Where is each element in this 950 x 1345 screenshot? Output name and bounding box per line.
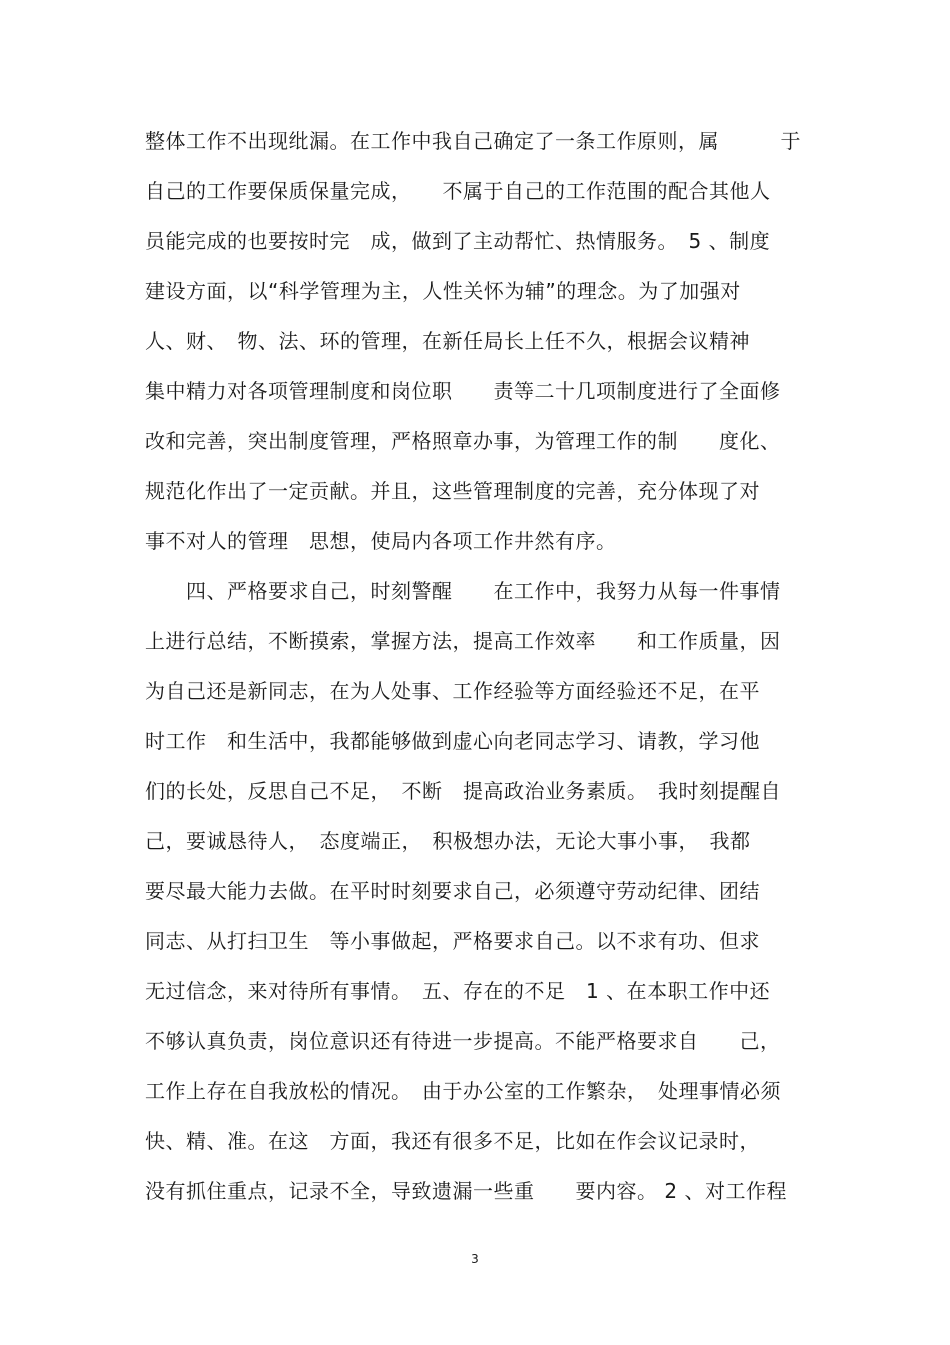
text-line: 们的长处，反思自己不足， 不断 提高政治业务素质。 我时刻提醒自: [145, 779, 781, 803]
body-text: [145, 122, 810, 1222]
text-line: 要尽最大能力去做。在平时时刻要求自己，必须遵守劳动纪律、团结: [145, 879, 760, 903]
text-line: 为自己还是新同志，在为人处事、工作经验等方面经验还不足，在平: [145, 679, 760, 703]
text-line: 不够认真负责，岗位意识还有待进一步提高。不能严格要求自 己，: [145, 1029, 781, 1053]
text-line: 事不对人的管理 思想，使局内各项工作井然有序。: [145, 529, 617, 553]
text-line: 同志、从打扫卫生 等小事做起，严格要求自己。以不求有功、但求: [145, 929, 760, 953]
text-line: 工作上存在自我放松的情况。 由于办公室的工作繁杂， 处理事情必须: [145, 1079, 781, 1103]
text-line: 无过信念，来对待所有事情。 五、存在的不足 1 、在本职工作中还: [145, 979, 771, 1003]
page-number: 3: [471, 1252, 479, 1266]
text-line: 整体工作不出现纰漏。在工作中我自己确定了一条工作原则，属 于: [145, 129, 801, 153]
text-line: 集中精力对各项管理制度和岗位职 责等二十几项制度进行了全面修: [145, 379, 781, 403]
text-line: 建设方面，以“科学管理为主，人性关怀为辅”的理念。为了加强对: [145, 279, 741, 303]
text-line: 四、严格要求自己，时刻警醒 在工作中，我努力从每一件事情: [145, 579, 781, 603]
text-line: 自己的工作要保质保量完成， 不属于自己的工作范围的配合其他人: [145, 179, 771, 203]
text-line: 没有抓住重点，记录不全，导致遗漏一些重 要内容。 2 、对工作程: [145, 1179, 787, 1203]
text-line: 上进行总结，不断摸索，掌握方法，提高工作效率 和工作质量，因: [145, 629, 781, 653]
text-line: 规范化作出了一定贡献。并且，这些管理制度的完善，充分体现了对: [145, 479, 760, 503]
text-line: 快、精、准。在这 方面，我还有很多不足，比如在作会议记录时，: [145, 1129, 760, 1153]
text-line: 改和完善，突出制度管理，严格照章办事，为管理工作的制 度化、: [145, 429, 781, 453]
text-line: 员能完成的也要按时完 成，做到了主动帮忙、热情服务。 5 、制度: [145, 229, 771, 253]
text-line: 己，要诚恳待人， 态度端正， 积极想办法，无论大事小事， 我都: [145, 829, 751, 853]
text-line: 时工作 和生活中，我都能够做到虚心向老同志学习、请教，学习他: [145, 729, 760, 753]
text-line: 人、财、 物、法、环的管理，在新任局长上任不久，根据会议精神: [145, 329, 750, 353]
